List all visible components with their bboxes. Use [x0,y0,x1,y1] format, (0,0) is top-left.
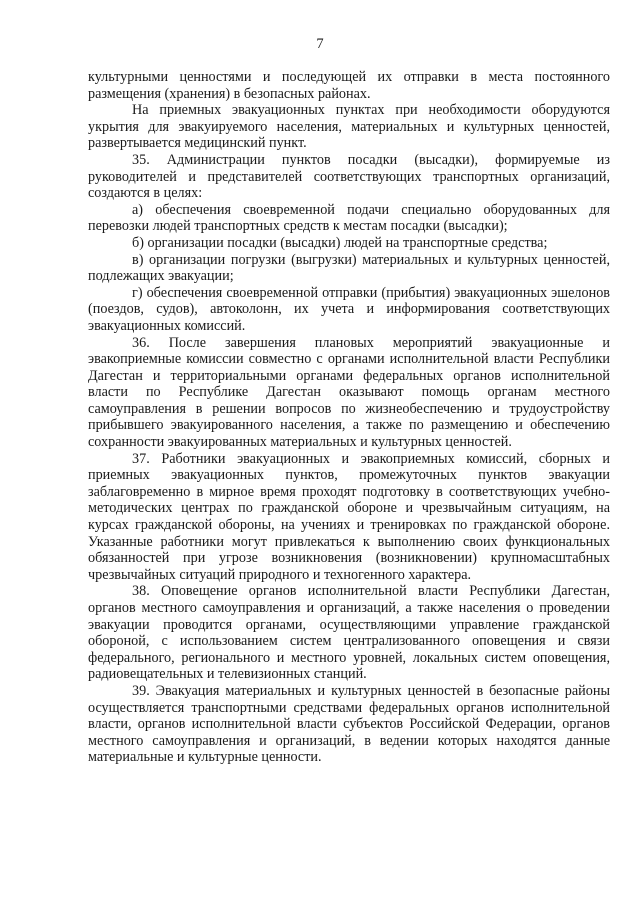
paragraph-35: 35. Администрации пунктов посадки (высадки), формируемые из руководителей и представителей соответствующих транспортных организаций, создаются в целях: [88,151,610,202]
paragraph-reception-points: На приемных эвакуационных пунктах при необходимости оборудуются укрытия для эвакуируемого населения, материальных и культурных ценностей, развертывается медицинский пункт. [88,102,610,152]
paragraph-37: 37. Работники эвакуационных и эвакоприемных комиссий, сборных и приемных эвакуационных пунктов, промежуточных пунктов эвакуации заблаговременно в мирное время проходят подготовку в соответствующих учебно-методических центрах по гражданской обороне и чрезвычайным ситуациям, на курсах гражданской обороны, на учениях и тренировках по гражданской обороне. Указанные работники могут привлекаться к выполнению своих функциональных обязанностей при угрозе возникновения (возникновении) крупномасштабных чрезвычайных ситуаций природного и техногенного характера. [88,450,610,583]
list-item-v: в) организации погрузки (выгрузки) материальных и культурных ценностей, подлежащих эвакуации; [88,251,610,285]
list-item-b: б) организации посадки (высадки) людей на транспортные средства; [132,234,548,251]
paragraph-36: 36. После завершения плановых мероприятий эвакуационные и эвакоприемные комиссии совместно с органами исполнительной власти Республики Дагестан и территориальными органами федеральных органов исполнительной власти по Республике Дагестан оказывают помощь органам местного самоуправления в решении вопросов по жизнеобеспечению и трудоустройству прибывшего эвакуированного населения, а также по размещению и обеспечению сохранности эвакуированных материальных и культурных ценностей. [88,334,610,451]
paragraph-39: 39. Эвакуация материальных и культурных ценностей в безопасные районы осуществляется транспортными средствами федеральных органов исполнительной власти, органов исполнительной власти субъектов Российской Федерации, органов местного самоуправления и организаций, в ведении которых находятся данные материальные и культурные ценности. [88,682,610,766]
paragraph-continuation: культурными ценностями и последующей их отправки в места постоянного размещения (хранения) в безопасных районах. [88,69,610,102]
document-body [88,69,610,766]
list-item-g: г) обеспечения своевременной отправки (прибытия) эвакуационных эшелонов (поездов, судов), автоколонн, их учета и информирования соответствующих эвакуационных комиссий. [88,284,610,334]
list-item-a: а) обеспечения своевременной подачи специально оборудованных для перевозки людей транспортных средств к местам посадки (высадки); [88,201,610,235]
page-number: 7 [316,36,324,52]
paragraph-38: 38. Оповещение органов исполнительной власти Республики Дагестан, органов местного самоуправления и организаций, а также населения о проведении эвакуации проводится органами, осуществляющими управление гражданской обороной, с использованием систем централизованного оповещения и связи федерального, регионального и местного уровней, локальных систем оповещения, радиовещательных и телевизионных станций. [88,583,610,683]
